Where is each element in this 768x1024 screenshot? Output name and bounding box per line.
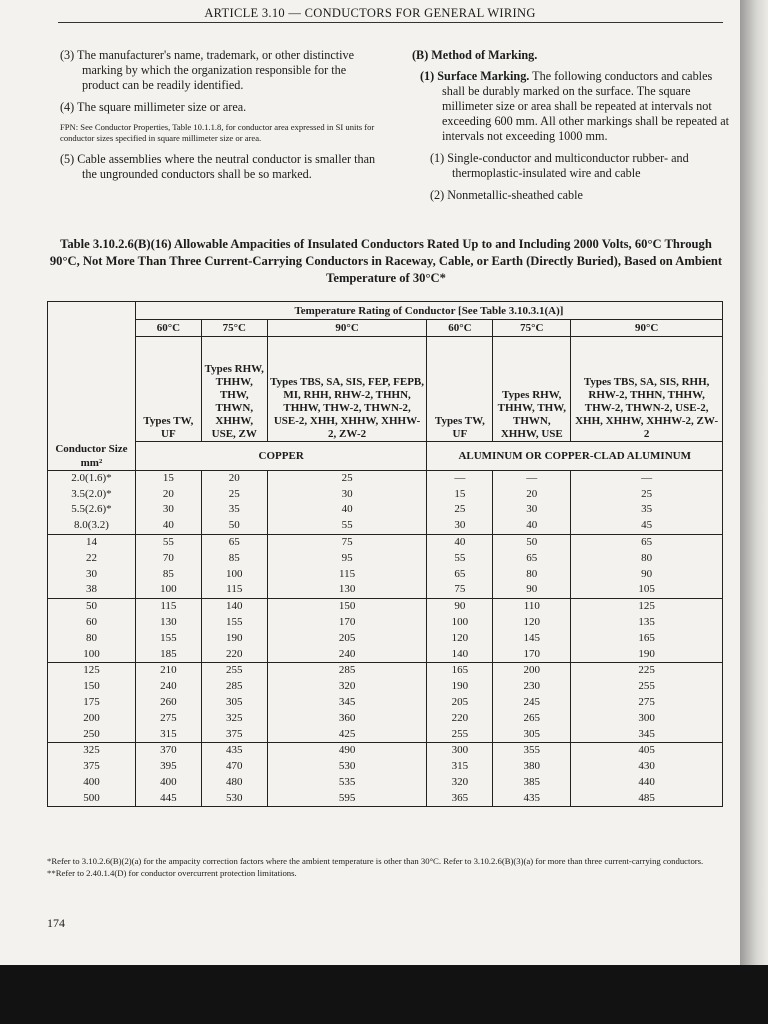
- ampacity-cell: 345: [267, 695, 427, 711]
- note-2: **Refer to 2.40.1.4(D) for conductor overcurrent protection limitations.: [47, 867, 297, 878]
- table-row: [48, 550, 723, 566]
- ampacity-cell: 360: [267, 710, 427, 726]
- list-item-4: (4) The square millimeter size or area.: [60, 100, 247, 114]
- ampacity-cell: 205: [427, 695, 493, 711]
- ampacity-cell: 530: [201, 790, 267, 806]
- ampacity-cell: 40: [427, 534, 493, 550]
- ampacity-cell: 25: [571, 486, 723, 502]
- ampacity-cell: 100: [427, 615, 493, 631]
- ampacity-cell: 240: [135, 679, 201, 695]
- size-cell: 500: [48, 790, 136, 806]
- ampacity-cell: 240: [267, 646, 427, 662]
- ampacity-cell: 430: [571, 759, 723, 775]
- ampacity-cell: 85: [135, 566, 201, 582]
- types-cell: Types TW, UF: [135, 337, 201, 442]
- list-item-5: (5) Cable assemblies where the neutral conductor is smaller than the ungrounded conductors shall be so marked.: [60, 152, 376, 181]
- ampacity-cell: 145: [493, 630, 571, 646]
- types-cell: Types RHW, THHW, THW, THWN, XHHW, USE, ZW: [201, 337, 267, 442]
- ampacity-cell: 190: [427, 679, 493, 695]
- ampacity-cell: 165: [571, 630, 723, 646]
- ampacity-cell: 320: [267, 679, 427, 695]
- table-row: [48, 679, 723, 695]
- ampacity-cell: 115: [267, 566, 427, 582]
- ampacity-cell: 220: [427, 710, 493, 726]
- row-group: [48, 470, 723, 534]
- row-group: [48, 743, 723, 807]
- ampacity-cell: 40: [493, 518, 571, 534]
- ampacity-cell: 25: [201, 486, 267, 502]
- ampacity-cell: 300: [427, 743, 493, 759]
- ampacity-cell: 305: [201, 695, 267, 711]
- size-cell: 38: [48, 582, 136, 598]
- ampacity-cell: 480: [201, 775, 267, 791]
- ampacity-table: [47, 301, 723, 807]
- table-notes: [47, 856, 727, 879]
- temp-header: 75°C: [493, 320, 571, 337]
- ampacity-cell: 425: [267, 726, 427, 742]
- surface-marking-paragraph: [412, 69, 730, 144]
- ampacity-cell: 470: [201, 759, 267, 775]
- ampacity-cell: —: [571, 470, 723, 486]
- ampacity-cell: 105: [571, 582, 723, 598]
- size-cell: 100: [48, 646, 136, 662]
- size-cell: 2.0(1.6)*: [48, 470, 136, 486]
- header-rule: [58, 22, 723, 23]
- ampacity-cell: 120: [493, 615, 571, 631]
- row-group: [48, 534, 723, 598]
- ampacity-cell: 315: [135, 726, 201, 742]
- ampacity-cell: 375: [201, 726, 267, 742]
- table-row: [48, 646, 723, 662]
- ampacity-cell: 165: [427, 663, 493, 679]
- table-row: [48, 582, 723, 598]
- ampacity-cell: 395: [135, 759, 201, 775]
- size-cell: 375: [48, 759, 136, 775]
- ampacity-cell: 30: [493, 502, 571, 518]
- ampacity-cell: 20: [201, 470, 267, 486]
- ampacity-cell: 125: [571, 598, 723, 614]
- ampacity-cell: 30: [267, 486, 427, 502]
- ampacity-cell: 385: [493, 775, 571, 791]
- size-cell: 5.5(2.6)*: [48, 502, 136, 518]
- ampacity-cell: 35: [571, 502, 723, 518]
- ampacity-cell: 75: [267, 534, 427, 550]
- ampacity-cell: 190: [201, 630, 267, 646]
- ampacity-cell: 595: [267, 790, 427, 806]
- ampacity-cell: 90: [427, 598, 493, 614]
- types-cell: Types RHW, THHW, THW, THWN, XHHW, USE: [493, 337, 571, 442]
- sub-item-1: (1) Single-conductor and multiconductor rubber- and thermoplastic-insulated wire and cable: [430, 151, 689, 180]
- ampacity-cell: 55: [427, 550, 493, 566]
- aluminum-header: ALUMINUM OR COPPER-CLAD ALUMINUM: [427, 442, 723, 471]
- ampacity-cell: 85: [201, 550, 267, 566]
- ampacity-cell: —: [427, 470, 493, 486]
- surface-marking-text: The following conductors and cables shall be durably marked on the surface. The square millimeter size or area shall be repeated at intervals not exceeding 600 mm. All other markings shall be repeated at intervals not exceeding 1000 mm.: [442, 69, 729, 143]
- ampacity-cell: 100: [135, 582, 201, 598]
- table-row: [48, 726, 723, 742]
- table-row: [48, 518, 723, 534]
- ampacity-cell: 170: [493, 646, 571, 662]
- ampacity-cell: 230: [493, 679, 571, 695]
- temp-header: 60°C: [427, 320, 493, 337]
- ampacity-cell: 355: [493, 743, 571, 759]
- page-edge-shadow: [740, 0, 768, 965]
- table-row: [48, 534, 723, 550]
- ampacity-cell: 405: [571, 743, 723, 759]
- table-row: [48, 790, 723, 806]
- ampacity-cell: 205: [267, 630, 427, 646]
- row-group: [48, 663, 723, 743]
- ampacity-cell: 95: [267, 550, 427, 566]
- ampacity-cell: 100: [201, 566, 267, 582]
- ampacity-cell: 190: [571, 646, 723, 662]
- ampacity-cell: 245: [493, 695, 571, 711]
- ampacity-cell: 300: [571, 710, 723, 726]
- section-heading: (B) Method of Marking.: [412, 48, 538, 62]
- ampacity-cell: 155: [201, 615, 267, 631]
- ampacity-cell: 535: [267, 775, 427, 791]
- ampacity-cell: 30: [135, 502, 201, 518]
- ampacity-cell: 400: [135, 775, 201, 791]
- size-cell: 80: [48, 630, 136, 646]
- ampacity-cell: 15: [427, 486, 493, 502]
- ampacity-cell: 80: [493, 566, 571, 582]
- ampacity-cell: 110: [493, 598, 571, 614]
- size-cell: 8.0(3.2): [48, 518, 136, 534]
- ampacity-cell: 90: [493, 582, 571, 598]
- ampacity-cell: 265: [493, 710, 571, 726]
- size-cell: 60: [48, 615, 136, 631]
- ampacity-cell: 325: [201, 710, 267, 726]
- types-cell: Types TW, UF: [427, 337, 493, 442]
- temp-rating-header: Temperature Rating of Conductor [See Table 3.10.3.1(A)]: [135, 302, 722, 320]
- types-cell: Types TBS, SA, SIS, FEP, FEPB, MI, RHH, RHW-2, THHN, THHW, THW-2, THWN-2, USE-2, XHH, XHHW, XHHW-2, ZW-2: [267, 337, 427, 442]
- ampacity-cell: 370: [135, 743, 201, 759]
- page-number: 174: [47, 916, 65, 930]
- ampacity-cell: 255: [571, 679, 723, 695]
- note-1: *Refer to 3.10.2.6(B)(2)(a) for the ampacity correction factors where the ambient temperature is other than 30°C. Refer to 3.10.2.6(B)(3)(a) for more than three current-carrying conductors.: [47, 856, 704, 866]
- ampacity-cell: 185: [135, 646, 201, 662]
- ampacity-cell: 365: [427, 790, 493, 806]
- temp-header: 75°C: [201, 320, 267, 337]
- size-cell: 3.5(2.0)*: [48, 486, 136, 502]
- size-cell: 30: [48, 566, 136, 582]
- table-row: [48, 663, 723, 679]
- ampacity-cell: 315: [427, 759, 493, 775]
- ampacity-cell: 25: [427, 502, 493, 518]
- table-row: [48, 710, 723, 726]
- ampacity-cell: 50: [201, 518, 267, 534]
- ampacity-cell: 65: [427, 566, 493, 582]
- table-row: [48, 470, 723, 486]
- temp-header: 90°C: [571, 320, 723, 337]
- ampacity-cell: 130: [135, 615, 201, 631]
- ampacity-cell: 285: [201, 679, 267, 695]
- table-row: [48, 759, 723, 775]
- ampacity-cell: 260: [135, 695, 201, 711]
- types-cell: Types TBS, SA, SIS, RHH, RHW-2, THHN, THHW, THW-2, THWN-2, USE-2, XHH, XHHW, XHHW-2, ZW-2: [571, 337, 723, 442]
- ampacity-cell: 485: [571, 790, 723, 806]
- size-cell: 250: [48, 726, 136, 742]
- ampacity-cell: 115: [201, 582, 267, 598]
- ampacity-cell: 305: [493, 726, 571, 742]
- table-row: [48, 695, 723, 711]
- ampacity-cell: 210: [135, 663, 201, 679]
- ampacity-cell: 255: [427, 726, 493, 742]
- ampacity-cell: 20: [493, 486, 571, 502]
- ampacity-cell: 440: [571, 775, 723, 791]
- table-title: Table 3.10.2.6(B)(16) Allowable Ampacities of Insulated Conductors Rated Up to and Including 2000 Volts, 60°C Through 90°C, Not More Than Three Current-Carrying Conductors in Raceway, Cable, or Earth (Directly Buried), Based on Ambient Temperature of 30°C*: [49, 237, 723, 285]
- ampacity-cell: 225: [571, 663, 723, 679]
- size-cell: 175: [48, 695, 136, 711]
- ampacity-cell: 285: [267, 663, 427, 679]
- ampacity-cell: 50: [493, 534, 571, 550]
- ampacity-cell: 150: [267, 598, 427, 614]
- ampacity-cell: 530: [267, 759, 427, 775]
- size-header: Conductor Size mm²: [48, 442, 136, 471]
- size-cell: 14: [48, 534, 136, 550]
- ampacity-cell: 80: [571, 550, 723, 566]
- size-cell: 150: [48, 679, 136, 695]
- table-row: [48, 566, 723, 582]
- size-cell: 22: [48, 550, 136, 566]
- table-row: [48, 743, 723, 759]
- ampacity-cell: 25: [267, 470, 427, 486]
- ampacity-cell: 90: [571, 566, 723, 582]
- ampacity-cell: 75: [427, 582, 493, 598]
- table-row: [48, 630, 723, 646]
- ampacity-cell: 120: [427, 630, 493, 646]
- ampacity-cell: 70: [135, 550, 201, 566]
- ampacity-cell: 40: [267, 502, 427, 518]
- ampacity-cell: 255: [201, 663, 267, 679]
- temp-header: 60°C: [135, 320, 201, 337]
- ampacity-cell: 15: [135, 470, 201, 486]
- ampacity-cell: 445: [135, 790, 201, 806]
- surface-marking-label: (1) Surface Marking.: [420, 69, 530, 83]
- ampacity-cell: 200: [493, 663, 571, 679]
- ampacity-cell: 435: [493, 790, 571, 806]
- size-cell: 400: [48, 775, 136, 791]
- temp-header: 90°C: [267, 320, 427, 337]
- ampacity-cell: 35: [201, 502, 267, 518]
- ampacity-cell: 30: [427, 518, 493, 534]
- size-header-cell: [48, 302, 136, 442]
- scan-background: [0, 965, 768, 1024]
- ampacity-cell: 130: [267, 582, 427, 598]
- row-group: [48, 598, 723, 662]
- ampacity-cell: 65: [571, 534, 723, 550]
- ampacity-cell: 140: [427, 646, 493, 662]
- ampacity-cell: 65: [201, 534, 267, 550]
- table-row: [48, 486, 723, 502]
- ampacity-cell: 170: [267, 615, 427, 631]
- size-cell: 200: [48, 710, 136, 726]
- sub-item-2: (2) Nonmetallic-sheathed cable: [430, 188, 583, 202]
- ampacity-cell: 275: [571, 695, 723, 711]
- size-cell: 125: [48, 663, 136, 679]
- ampacity-cell: 115: [135, 598, 201, 614]
- ampacity-cell: 155: [135, 630, 201, 646]
- ampacity-cell: 380: [493, 759, 571, 775]
- list-item-3: (3) The manufacturer's name, trademark, or other distinctive marking by which the organization responsible for the product can be readily identified.: [60, 48, 355, 92]
- ampacity-cell: 220: [201, 646, 267, 662]
- table-row: [48, 775, 723, 791]
- ampacity-cell: 135: [571, 615, 723, 631]
- ampacity-cell: 345: [571, 726, 723, 742]
- running-header: ARTICLE 3.10 — CONDUCTORS FOR GENERAL WIRING: [204, 6, 536, 20]
- ampacity-cell: 65: [493, 550, 571, 566]
- copper-header: COPPER: [135, 442, 427, 471]
- size-cell: 325: [48, 743, 136, 759]
- right-column: [412, 48, 730, 210]
- ampacity-cell: 320: [427, 775, 493, 791]
- table-row: [48, 598, 723, 614]
- ampacity-cell: 55: [135, 534, 201, 550]
- table-row: [48, 502, 723, 518]
- ampacity-cell: 45: [571, 518, 723, 534]
- size-cell: 50: [48, 598, 136, 614]
- ampacity-cell: 55: [267, 518, 427, 534]
- ampacity-cell: 140: [201, 598, 267, 614]
- ampacity-cell: —: [493, 470, 571, 486]
- ampacity-cell: 275: [135, 710, 201, 726]
- table-row: [48, 615, 723, 631]
- ampacity-cell: 435: [201, 743, 267, 759]
- ampacity-cell: 40: [135, 518, 201, 534]
- ampacity-cell: 20: [135, 486, 201, 502]
- ampacity-cell: 490: [267, 743, 427, 759]
- left-column: [60, 48, 380, 189]
- fpn-note: FPN: See Conductor Properties, Table 10.1.1.8, for conductor area expressed in SI units for conductor sizes specified in square millimeter size or area.: [60, 122, 375, 143]
